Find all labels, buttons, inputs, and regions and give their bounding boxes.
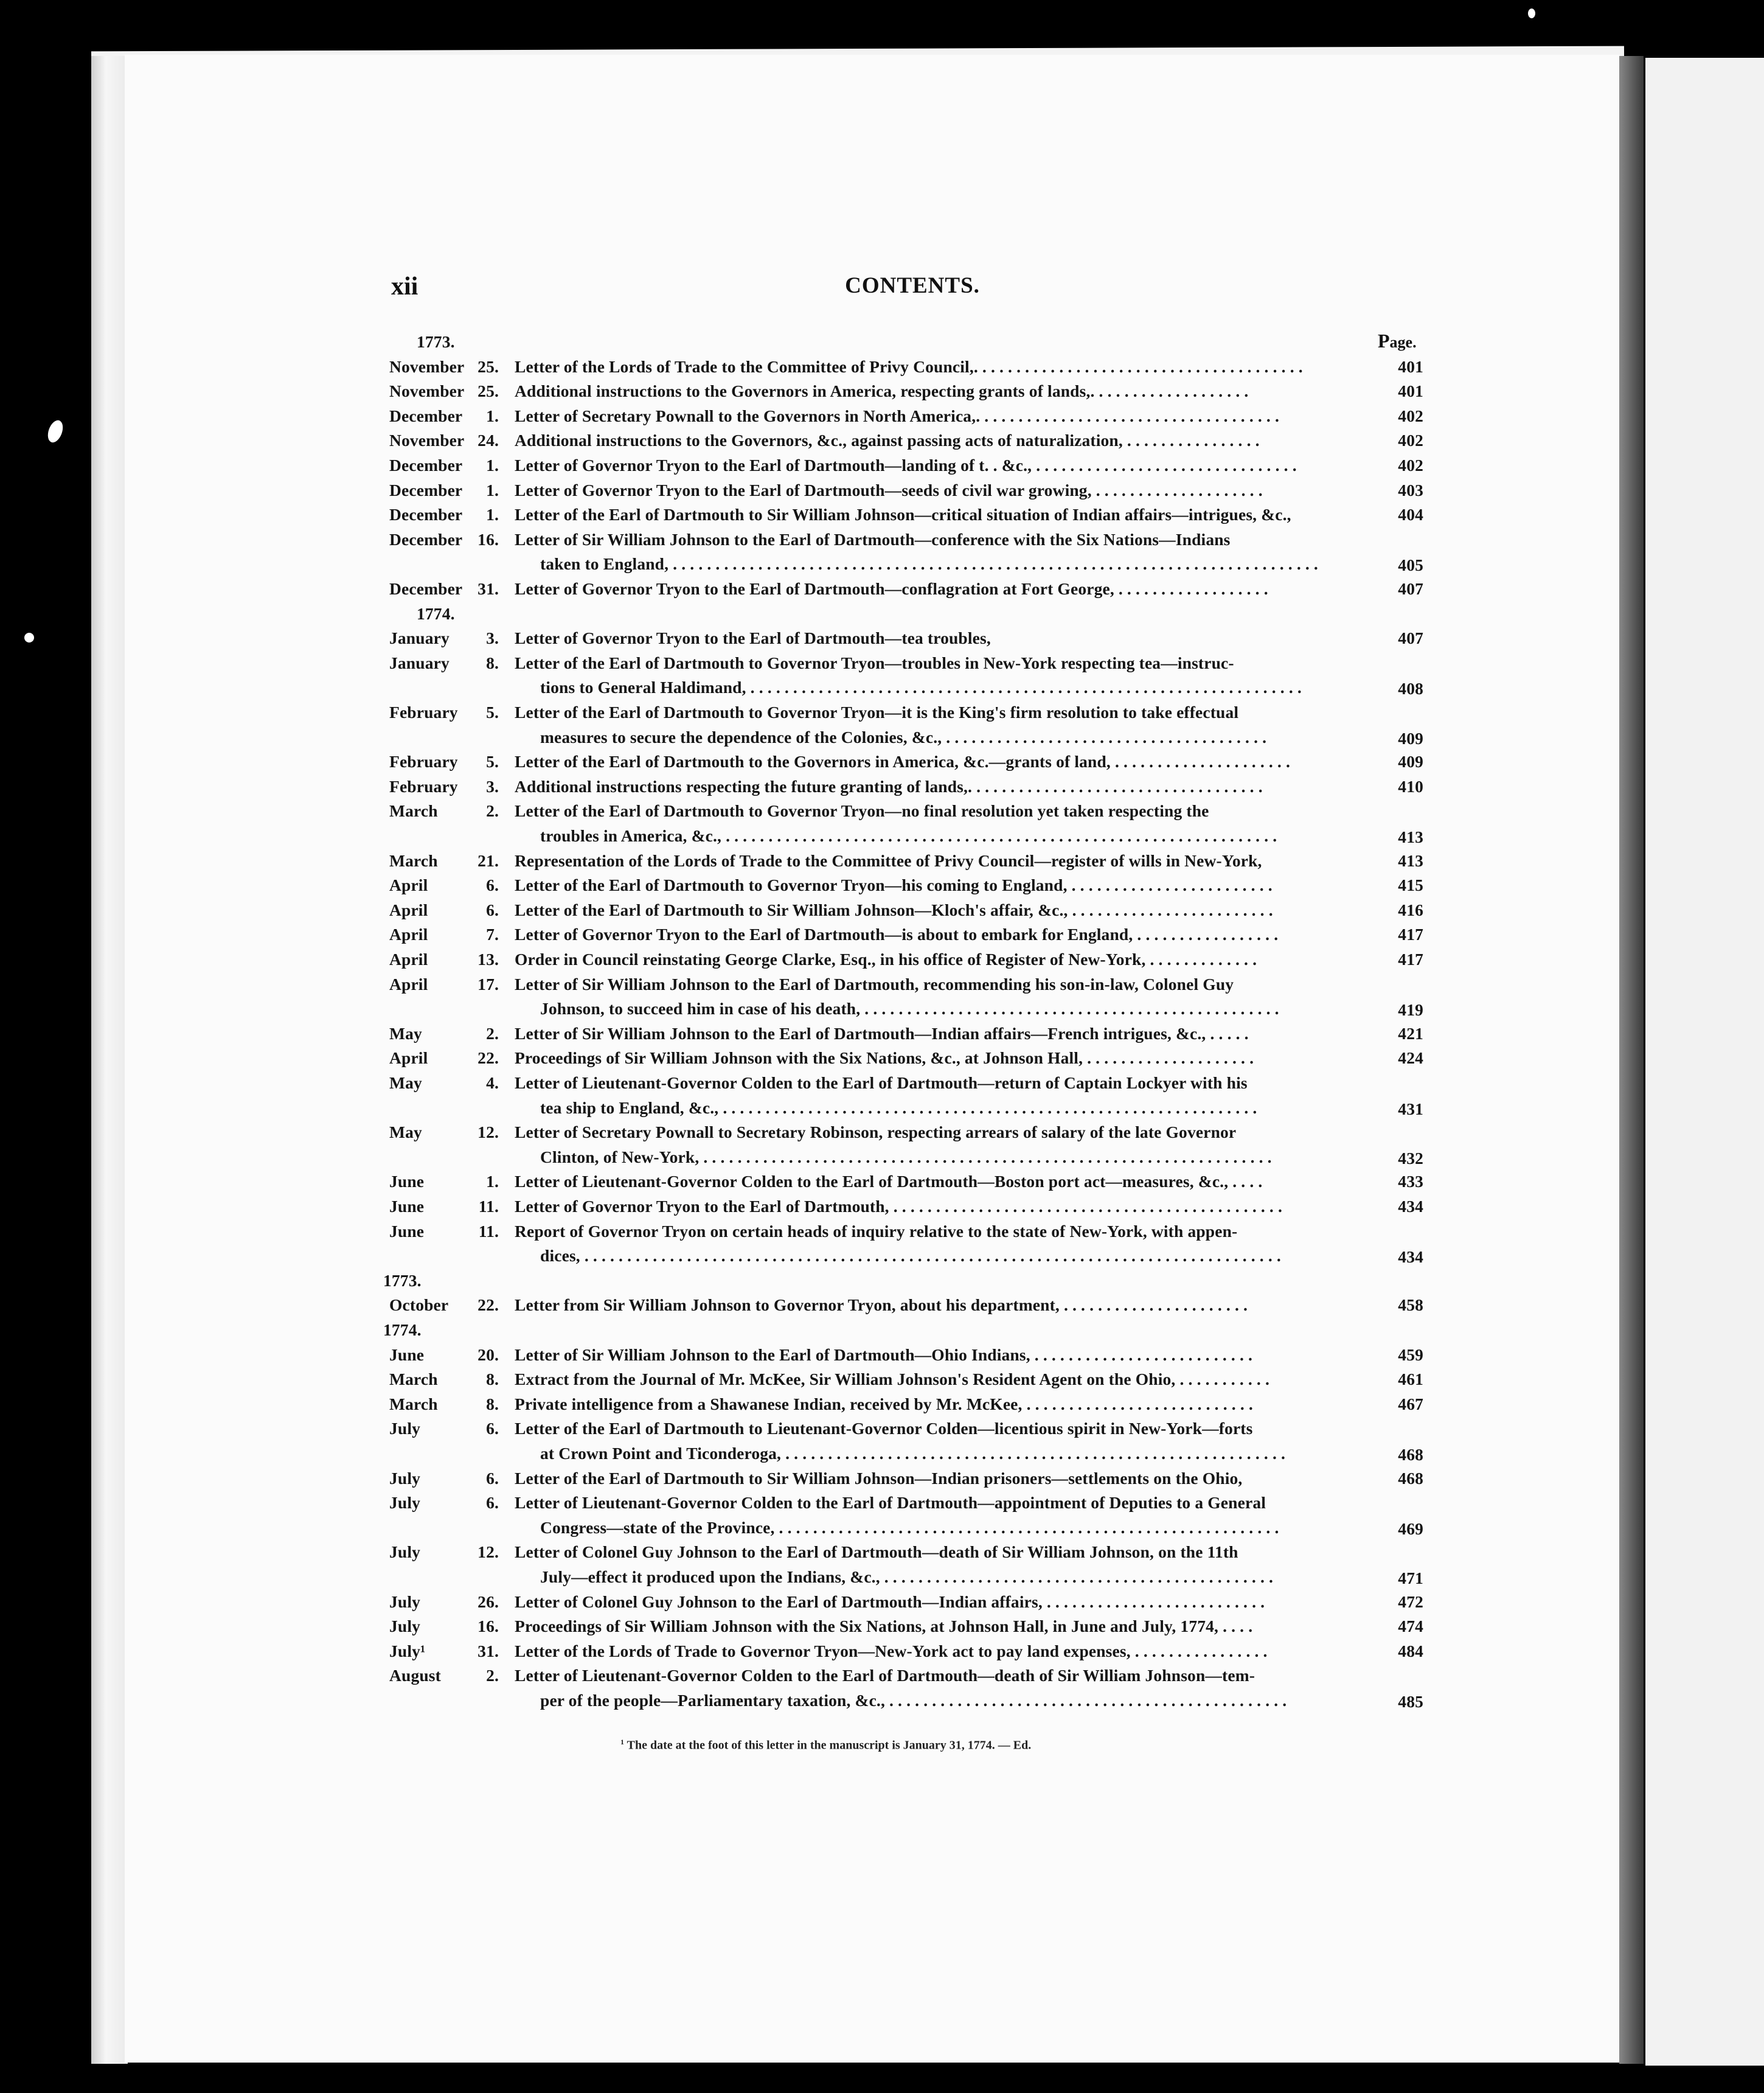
entry-day: 22. bbox=[477, 1295, 499, 1315]
entry-month: March bbox=[389, 1394, 438, 1413]
entry-title: Letter of the Earl of Dartmouth to Lieutenant-Governor Colden—licentious spirit in New-York—forts bbox=[515, 1419, 1253, 1438]
entry-title: Representation of the Lords of Trade to the Committee of Privy Council—register of wills in New-York, bbox=[515, 851, 1262, 870]
entry-title-continued: measures to secure the dependence of the Colonies, &c., . . . . . . . . . . . . . . . . . . . . . . . . . . . . . . . . . . . . . . bbox=[540, 727, 1267, 747]
entry-day: 6. bbox=[486, 1468, 499, 1488]
entry-title: Letter of Governor Tryon to the Earl of Dartmouth, . . . . . . . . . . . . . . . . . . . . . . . . . . . . . . . . . . . . . . . . . . . . . . bbox=[515, 1197, 1283, 1216]
entry-month: July bbox=[389, 1592, 421, 1611]
entry-month: February bbox=[389, 703, 458, 722]
entry-page-number: 408 bbox=[1398, 679, 1423, 698]
entry-title: Letter of Governor Tryon to the Earl of Dartmouth—is about to embark for England, . . . . . . . . . . . . . . . . . bbox=[515, 925, 1279, 944]
entry-month: December bbox=[389, 406, 463, 425]
entry-title: Letter of Governor Tryon to the Earl of Dartmouth—landing of t. . &c., . . . . . . . . . . . . . . . . . . . . . . . . . . . . . . . bbox=[515, 456, 1297, 475]
entry-page-number: 472 bbox=[1398, 1592, 1423, 1611]
entry-day: 12. bbox=[477, 1542, 499, 1562]
entry-month: April bbox=[389, 925, 428, 944]
entry-title-continued: July—effect it produced upon the Indians, &c., . . . . . . . . . . . . . . . . . . . . . . . . . . . . . . . . . . . . . . . . . . . . . . bbox=[540, 1567, 1274, 1586]
entry-title: Letter of Secretary Pownall to Secretary Robinson, respecting arrears of salary of the late Governor bbox=[515, 1123, 1237, 1142]
entry-title: Order in Council reinstating George Clarke, Esq., in his office of Register of New-York, . . . . . . . . . . . . . bbox=[515, 950, 1257, 969]
entry-title: Proceedings of Sir William Johnson with the Six Nations, &c., at Johnson Hall, . . . . . . . . . . . . . . . . . . . . bbox=[515, 1048, 1254, 1068]
entry-page-number: 401 bbox=[1398, 357, 1423, 376]
entry-day: 21. bbox=[477, 851, 499, 870]
entry-day: 31. bbox=[477, 579, 499, 598]
entry-title: Letter of Sir William Johnson to the Earl of Dartmouth—Indian affairs—French intrigues, &c., . . . . . bbox=[515, 1023, 1249, 1043]
entry-page-number: 467 bbox=[1398, 1394, 1423, 1413]
entry-month: April bbox=[389, 900, 428, 919]
entry-title: Letter of Secretary Pownall to the Governors in North America,. . . . . . . . . . . . . . . . . . . . . . . . . . . . . . . . . . . . bbox=[515, 406, 1280, 425]
entry-title: Proceedings of Sir William Johnson with the Six Nations, at Johnson Hall, in June and July, 1774, . . . . bbox=[515, 1617, 1253, 1636]
entry-day: 3. bbox=[486, 629, 499, 648]
entry-page-number: 405 bbox=[1398, 555, 1423, 575]
entry-title: Letter of the Earl of Dartmouth to the Governors in America, &c.—grants of land, . . . . . . . . . . . . . . . . . . . . . bbox=[515, 752, 1290, 771]
entry-day: 3. bbox=[486, 776, 499, 796]
entry-title: Letter of the Earl of Dartmouth to Governor Tryon—troubles in New-York respecting tea—instruc- bbox=[515, 653, 1234, 672]
entry-page-number: 459 bbox=[1398, 1345, 1423, 1364]
entry-page-number: 402 bbox=[1398, 431, 1423, 450]
entry-month: June bbox=[389, 1172, 425, 1191]
entry-title: Letter of Lieutenant-Governor Colden to the Earl of Dartmouth—death of Sir William Johnson—tem- bbox=[515, 1666, 1255, 1685]
entry-page-number: 413 bbox=[1398, 851, 1423, 870]
entry-title: Letter of Governor Tryon to the Earl of Dartmouth—tea troubles, bbox=[515, 629, 991, 648]
page-gutter bbox=[1619, 56, 1644, 2064]
entry-page-number: 403 bbox=[1398, 480, 1423, 500]
footnote-marker: 1 bbox=[620, 1738, 624, 1746]
entry-title: Letter of the Earl of Dartmouth to Sir William Johnson—Indian prisoners—settlements on the Ohio, bbox=[515, 1468, 1243, 1488]
entry-title: Additional instructions to the Governors in America, respecting grants of lands,. . . . . . . . . . . . . . . . . . . bbox=[515, 381, 1249, 401]
entry-title: Letter of Lieutenant-Governor Colden to the Earl of Dartmouth—Boston port act—measures, &c., . . . . bbox=[515, 1172, 1263, 1191]
entry-month: January bbox=[389, 629, 450, 648]
entry-month: April bbox=[389, 876, 428, 895]
entry-title-continued: at Crown Point and Ticonderoga, . . . . . . . . . . . . . . . . . . . . . . . . . . . . . . . . . . . . . . . . . . . . . . . . . . . . . . . . . . . bbox=[540, 1444, 1286, 1463]
entry-page-number: 417 bbox=[1398, 950, 1423, 969]
footnote-text: The date at the foot of this letter in the manuscript is January 31, 1774. — Ed. bbox=[627, 1738, 1032, 1752]
entry-page-number: 402 bbox=[1398, 456, 1423, 475]
entry-page-number: 417 bbox=[1398, 925, 1423, 944]
entry-title-continued: Johnson, to succeed him in case of his death, . . . . . . . . . . . . . . . . . . . . . . . . . . . . . . . . . . . . . . . . . . . . . . . . . bbox=[540, 999, 1279, 1019]
entry-title: Additional instructions to the Governors, &c., against passing acts of naturalization, . . . . . . . . . . . . . . . . bbox=[515, 431, 1260, 450]
entry-day: 6. bbox=[486, 876, 499, 895]
entry-page-number: 404 bbox=[1398, 505, 1423, 524]
entry-title: Letter of Colonel Guy Johnson to the Earl of Dartmouth—Indian affairs, . . . . . . . . . . . . . . . . . . . . . . . . . . bbox=[515, 1592, 1265, 1611]
scan-speck bbox=[24, 633, 34, 643]
entry-page-number: 468 bbox=[1398, 1445, 1423, 1464]
entry-page-number: 415 bbox=[1398, 876, 1423, 895]
year-heading: 1773. bbox=[383, 1270, 422, 1290]
entry-page-number: 458 bbox=[1398, 1295, 1423, 1315]
entry-day: 1. bbox=[486, 505, 499, 524]
entry-day: 25. bbox=[477, 357, 499, 376]
page-title: CONTENTS. bbox=[845, 273, 980, 298]
entry-page-number: 433 bbox=[1398, 1172, 1423, 1191]
entry-title: Letter of the Lords of Trade to the Committee of Privy Council,. . . . . . . . . . . . . . . . . . . . . . . . . . . . . . . . . . . . . . . bbox=[515, 357, 1303, 376]
entry-page-number: 484 bbox=[1398, 1641, 1423, 1660]
entry-title: Extract from the Journal of Mr. McKee, Sir William Johnson's Resident Agent on the Ohio, . . . . . . . . . . . bbox=[515, 1370, 1270, 1389]
year-heading: 1774. bbox=[417, 604, 455, 623]
entry-title: Private intelligence from a Shawanese Indian, received by Mr. McKee, . . . . . . . . . . . . . . . . . . . . . . . . . . . bbox=[515, 1394, 1253, 1413]
entry-page-number: 421 bbox=[1398, 1023, 1423, 1043]
entry-title: Letter of Sir William Johnson to the Earl of Dartmouth, recommending his son-in-law, Colonel Guy bbox=[515, 974, 1234, 994]
entry-day: 11. bbox=[478, 1221, 499, 1241]
entry-day: 2. bbox=[486, 1023, 499, 1043]
entry-title: Letter of the Earl of Dartmouth to Sir William Johnson—Kloch's affair, &c., . . . . . . . . . . . . . . . . . . . . . . . . bbox=[515, 900, 1273, 919]
entry-month: August bbox=[389, 1666, 441, 1685]
entry-day: 24. bbox=[477, 431, 499, 450]
entry-day: 2. bbox=[486, 1666, 499, 1685]
entry-day: 11. bbox=[478, 1197, 499, 1216]
entry-title: Letter of Colonel Guy Johnson to the Earl of Dartmouth—death of Sir William Johnson, on the 11th bbox=[515, 1542, 1238, 1562]
entry-month: November bbox=[389, 381, 465, 401]
entry-month: April bbox=[389, 974, 428, 994]
entry-title: Letter of the Earl of Dartmouth to Governor Tryon—it is the King's firm resolution to take effectual bbox=[515, 703, 1239, 722]
entry-day: 7. bbox=[486, 925, 499, 944]
entry-page-number: 401 bbox=[1398, 381, 1423, 401]
entry-day: 22. bbox=[477, 1048, 499, 1068]
entry-page-number: 407 bbox=[1398, 629, 1423, 648]
entry-day: 1. bbox=[486, 406, 499, 425]
entry-title-continued: taken to England, . . . . . . . . . . . . . . . . . . . . . . . . . . . . . . . . . . . . . . . . . . . . . . . . . . . . . . . . . . . . . . . . . . . . . . . . . . . . bbox=[540, 554, 1318, 574]
entry-day: 6. bbox=[486, 900, 499, 919]
entry-title-continued: Congress—state of the Province, . . . . . . . . . . . . . . . . . . . . . . . . . . . . . . . . . . . . . . . . . . . . . . . . . . . . . . . . . . . bbox=[540, 1517, 1279, 1537]
entry-title: Report of Governor Tryon on certain heads of inquiry relative to the state of New-York, with appen- bbox=[515, 1221, 1238, 1241]
entry-month: July bbox=[389, 1542, 421, 1562]
entry-title: Letter of Lieutenant-Governor Colden to the Earl of Dartmouth—return of Captain Lockyer with his bbox=[515, 1073, 1248, 1092]
entry-title: Letter from Sir William Johnson to Governor Tryon, about his department, . . . . . . . . . . . . . . . . . . . . . . bbox=[515, 1295, 1248, 1315]
footnote bbox=[620, 1738, 1031, 1753]
entry-month: May bbox=[389, 1023, 422, 1043]
entry-title: Letter of Sir William Johnson to the Earl of Dartmouth—Ohio Indians, . . . . . . . . . . . . . . . . . . . . . . . . . . bbox=[515, 1345, 1253, 1364]
entry-title: Letter of the Earl of Dartmouth to Governor Tryon—no final resolution yet taken respecting the bbox=[515, 801, 1209, 821]
adjacent-page bbox=[1645, 58, 1764, 2066]
entry-title: Letter of Governor Tryon to the Earl of Dartmouth—conflagration at Fort George, . . . . . . . . . . . . . . . . . . bbox=[515, 579, 1268, 598]
entry-page-number: 468 bbox=[1398, 1468, 1423, 1488]
entry-page-number: 434 bbox=[1398, 1247, 1423, 1267]
entry-month: March bbox=[389, 851, 438, 870]
entry-page-number: 424 bbox=[1398, 1048, 1423, 1068]
entry-page-number: 474 bbox=[1398, 1617, 1423, 1636]
entry-page-number: 402 bbox=[1398, 406, 1423, 425]
entry-page-number: 409 bbox=[1398, 728, 1423, 748]
entry-month: June bbox=[389, 1197, 425, 1216]
entry-page-number: 471 bbox=[1398, 1569, 1423, 1587]
entry-month: May bbox=[389, 1123, 422, 1142]
entry-page-number: 419 bbox=[1398, 1000, 1423, 1020]
entry-day: 25. bbox=[477, 381, 499, 401]
entry-page-number: 413 bbox=[1398, 827, 1423, 846]
entry-page-number: 469 bbox=[1398, 1519, 1423, 1538]
entry-month: June bbox=[389, 1345, 425, 1364]
entry-title: Letter of Sir William Johnson to the Earl of Dartmouth—conference with the Six Nations—Indians bbox=[515, 529, 1231, 549]
entry-day: 20. bbox=[477, 1345, 499, 1364]
entry-day: 31. bbox=[477, 1641, 499, 1660]
entry-page-number: 407 bbox=[1398, 579, 1423, 598]
entry-day: 16. bbox=[477, 1617, 499, 1636]
entry-month: February bbox=[389, 752, 458, 771]
entry-day: 1. bbox=[486, 1172, 499, 1191]
entry-day: 8. bbox=[486, 1370, 499, 1389]
year-heading: 1773. bbox=[417, 332, 455, 351]
entry-page-number: 461 bbox=[1398, 1370, 1423, 1389]
entry-month: January bbox=[389, 653, 450, 672]
entry-page-number: 485 bbox=[1398, 1692, 1423, 1711]
entry-page-number: 431 bbox=[1398, 1099, 1423, 1118]
entry-day: 17. bbox=[477, 974, 499, 994]
entry-title: Letter of Governor Tryon to the Earl of Dartmouth—seeds of civil war growing, . . . . . . . . . . . . . . . . . . . . bbox=[515, 480, 1263, 500]
entry-title-continued: tea ship to England, &c., . . . . . . . . . . . . . . . . . . . . . . . . . . . . . . . . . . . . . . . . . . . . . . . . . . . . . . . . . . . . . . . bbox=[540, 1098, 1257, 1117]
entry-month: December bbox=[389, 579, 463, 598]
book-spine bbox=[91, 56, 128, 2064]
page-column-heading: Page. bbox=[1378, 330, 1417, 352]
entry-day: 5. bbox=[486, 752, 499, 771]
entry-month: December bbox=[389, 505, 463, 524]
entry-month: February bbox=[389, 776, 458, 796]
entry-month: April bbox=[389, 950, 428, 969]
entry-month: October bbox=[389, 1295, 449, 1315]
entry-day: 6. bbox=[486, 1419, 499, 1438]
entry-month: December bbox=[389, 529, 463, 549]
entry-page-number: 416 bbox=[1398, 900, 1423, 919]
entry-month: June bbox=[389, 1221, 425, 1241]
entry-month: December bbox=[389, 480, 463, 500]
entry-month: July bbox=[389, 1419, 421, 1438]
entry-title: Letter of the Earl of Dartmouth to Governor Tryon—his coming to England, . . . . . . . . . . . . . . . . . . . . . . . . bbox=[515, 876, 1273, 895]
entry-title-continued: Clinton, of New-York, . . . . . . . . . . . . . . . . . . . . . . . . . . . . . . . . . . . . . . . . . . . . . . . . . . . . . . . . . . . . . . . . . . . bbox=[540, 1147, 1272, 1166]
entry-month: July bbox=[389, 1493, 421, 1513]
page-number: xii bbox=[391, 273, 418, 301]
entry-page-number: 432 bbox=[1398, 1148, 1423, 1168]
entry-month: December bbox=[389, 456, 463, 475]
entry-month: November bbox=[389, 431, 465, 450]
entry-month: July¹ bbox=[389, 1641, 426, 1660]
year-heading: 1774. bbox=[383, 1320, 422, 1339]
entry-day: 16. bbox=[477, 529, 499, 549]
entry-title-continued: tions to General Haldimand, . . . . . . . . . . . . . . . . . . . . . . . . . . . . . . . . . . . . . . . . . . . . . . . . . . . . . . . . . . . . . . . . . bbox=[540, 678, 1302, 697]
scan-speck bbox=[1528, 9, 1535, 18]
entry-day: 8. bbox=[486, 653, 499, 672]
entry-title-continued: dices, . . . . . . . . . . . . . . . . . . . . . . . . . . . . . . . . . . . . . . . . . . . . . . . . . . . . . . . . . . . . . . . . . . . . . . . . . . . . . . . . . . bbox=[540, 1246, 1281, 1266]
entry-title: Letter of the Lords of Trade to Governor Tryon—New-York act to pay land expenses, . . . . . . . . . . . . . . . . bbox=[515, 1641, 1268, 1660]
entry-month: April bbox=[389, 1048, 428, 1068]
entry-day: 12. bbox=[477, 1123, 499, 1142]
scan-speck bbox=[45, 418, 66, 444]
entry-day: 26. bbox=[477, 1592, 499, 1611]
entry-page-number: 434 bbox=[1398, 1197, 1423, 1216]
entry-month: March bbox=[389, 801, 438, 821]
entry-month: November bbox=[389, 357, 465, 376]
entry-day: 4. bbox=[486, 1073, 499, 1092]
entry-title-continued: troubles in America, &c., . . . . . . . . . . . . . . . . . . . . . . . . . . . . . . . . . . . . . . . . . . . . . . . . . . . . . . . . . . . . . . . . . bbox=[540, 826, 1277, 845]
entry-day: 8. bbox=[486, 1394, 499, 1413]
entry-day: 5. bbox=[486, 703, 499, 722]
entry-title: Letter of Lieutenant-Governor Colden to the Earl of Dartmouth—appointment of Deputies to a General bbox=[515, 1493, 1266, 1513]
entry-day: 1. bbox=[486, 480, 499, 500]
entry-title: Additional instructions respecting the future granting of lands,. . . . . . . . . . . . . . . . . . . . . . . . . . . . . . . . . . . bbox=[515, 776, 1263, 796]
entry-day: 1. bbox=[486, 456, 499, 475]
entry-page-number: 410 bbox=[1398, 776, 1423, 796]
entry-month: July bbox=[389, 1468, 421, 1488]
entry-title-continued: per of the people—Parliamentary taxation, &c., . . . . . . . . . . . . . . . . . . . . . . . . . . . . . . . . . . . . . . . . . . . . . . . bbox=[540, 1691, 1287, 1710]
entry-month: July bbox=[389, 1617, 421, 1636]
entry-month: March bbox=[389, 1370, 438, 1389]
entry-title: Letter of the Earl of Dartmouth to Sir William Johnson—critical situation of Indian affairs—intrigues, &c., bbox=[515, 505, 1291, 524]
entry-month: May bbox=[389, 1073, 422, 1092]
entry-day: 13. bbox=[477, 950, 499, 969]
entry-day: 6. bbox=[486, 1493, 499, 1513]
entry-day: 2. bbox=[486, 801, 499, 821]
entry-page-number: 409 bbox=[1398, 752, 1423, 771]
